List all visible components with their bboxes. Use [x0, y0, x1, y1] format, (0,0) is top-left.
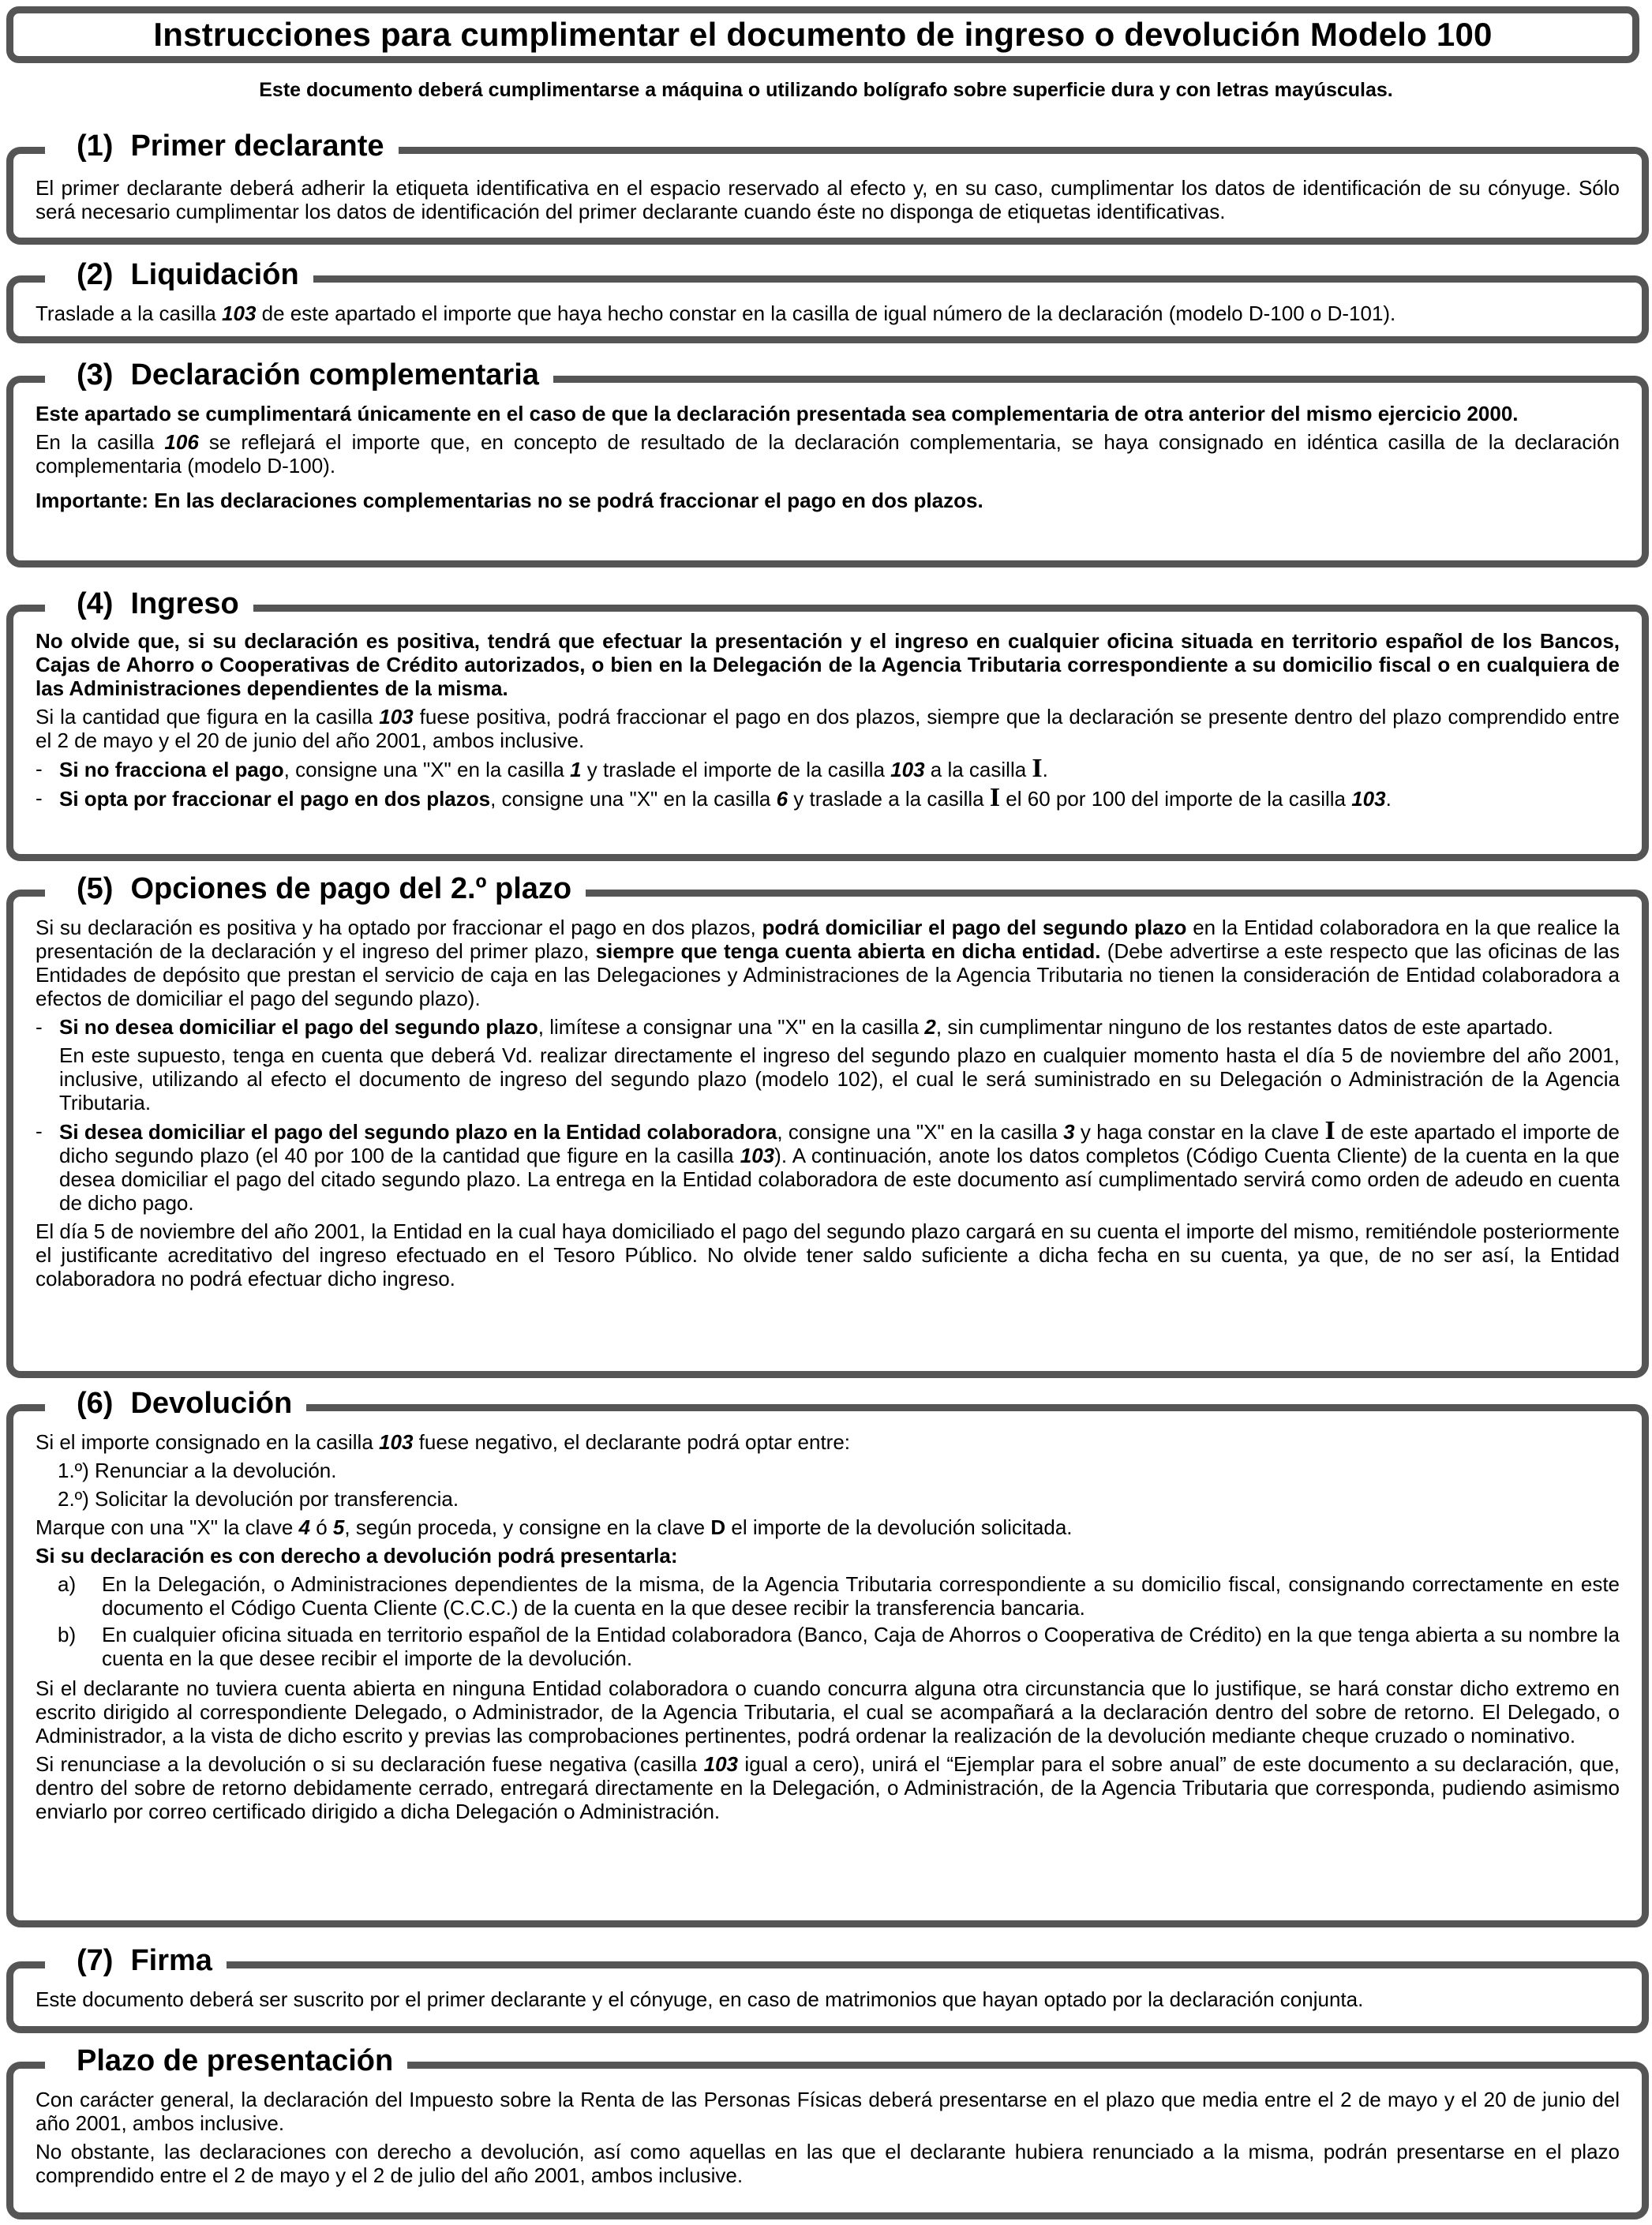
- list-item: - Si no desea domiciliar el pago del segundo plazo, limítese a consignar una "X" en la casilla 2, sin cumplimentar ninguno de los restantes datos de este apartado.: [36, 1015, 1620, 1039]
- section-heading: (4) Ingreso: [45, 585, 253, 623]
- paragraph: Si el importe consignado en la casilla 103 fuese negativo, el declarante podrá optar entre:: [36, 1430, 851, 1454]
- option-item: 2.º) Solicitar la devolución por transferencia.: [58, 1487, 459, 1511]
- section-declaracion-complementaria: [6, 358, 1649, 567]
- section-plazo-presentacion: [6, 2044, 1649, 2219]
- list-item: - Si desea domiciliar el pago del segundo plazo en la Entidad colaboradora, consigne una "X" en la casilla 3 y haga constar en la clave I de este apartado el importe de dicho segundo plazo (el 40 por 100 de la cantidad que figure en la casilla 103). A continuación, anote los datos completos (Código Cuenta Cliente) de la cuenta en la que desea domiciliar el pago del citado segundo plazo. La entrega en la Entidad colaboradora de este documento así cumplimentado servirá como orden de adeudo en cuenta de dicho pago.: [36, 1119, 1620, 1215]
- section-devolucion: [6, 1387, 1649, 1927]
- paragraph: Traslade a la casilla 103 de este apartado el importe que haya hecho constar en la casilla de igual número de la declaración (modelo D-100 o D-101).: [36, 302, 1396, 325]
- page-title: Instrucciones para cumplimentar el documento de ingreso o devolución Modelo 100: [153, 16, 1493, 53]
- section-heading: (2) Liquidación: [45, 256, 313, 294]
- paragraph: En la casilla 106 se reflejará el importe que, en concepto de resultado de la declaración complementaria, se haya consignado en idéntica casilla de la declaración complementaria (modelo D-100).: [36, 430, 1620, 478]
- paragraph: Este apartado se cumplimentará únicamente en el caso de que la declaración presentada sea complementaria de otra anterior del mismo ejercicio 2000.: [36, 402, 1519, 425]
- paragraph: Este documento deberá ser suscrito por el primer declarante y el cónyuge, en caso de matrimonios que hayan optado por la declaración conjunta.: [36, 1987, 1364, 2011]
- paragraph: Con carácter general, la declaración del Impuesto sobre la Renta de las Personas Físicas deberá presentarse en el plazo que media entre el 2 de mayo y el 20 de junio del año 2001, ambos inclusive.: [36, 2088, 1620, 2135]
- paragraph: Si su declaración es positiva y ha optado por fraccionar el pago en dos plazos, podrá domiciliar el pago del segundo plazo en la Entidad colaboradora en la que realice la presentación de la declaración y el ingreso del primer plazo, siempre que tenga cuenta abierta en dicha entidad. (Debe advertirse a este respecto que las oficinas de las Entidades de depósito que prestan el servicio de caja en las Delegaciones y Administraciones de la Agencia Tributaria no tienen la consideración de Entidad colaboradora a efectos de domiciliar el pago del segundo plazo).: [36, 916, 1620, 1010]
- section-heading: (1) Primer declarante: [45, 127, 399, 165]
- list-item: - Si no fracciona el pago, consigne una "X" en la casilla 1 y traslade el importe de la casilla 103 a la casilla I.: [36, 757, 1620, 781]
- list-item: b) En cualquier oficina situada en territorio español de la Entidad colaboradora (Banco, Caja de Ahorros o Cooperativa de Crédito) en la que tenga abierta a su nombre la cuenta en la que desee recibir el importe de la devolución.: [58, 1623, 1620, 1670]
- paragraph: En este supuesto, tenga en cuenta que deberá Vd. realizar directamente el ingreso del segundo plazo en cualquier momento hasta el día 5 de noviembre del año 2001, inclusive, utilizando al efecto el documento de ingreso del segundo plazo (modelo 102), el cual le será suministrado en su Delegación o Administración de la Agencia Tributaria.: [59, 1043, 1620, 1114]
- paragraph: Si su declaración es con derecho a devolución podrá presentarla:: [36, 1544, 678, 1568]
- section-heading: (6) Devolución: [45, 1384, 306, 1422]
- section-heading: (7) Firma: [45, 1942, 227, 1980]
- section-heading: (5) Opciones de pago del 2.º plazo: [45, 870, 586, 908]
- page-subtitle: Este documento deberá cumplimentarse a máquina o utilizando bolígrafo sobre superficie dura y con letras mayúsculas.: [259, 79, 1393, 101]
- section-primer-declarante: [6, 129, 1649, 245]
- list-item: a) En la Delegación, o Administraciones dependientes de la misma, de la Agencia Tributaria correspondiente a su domicilio fiscal, consignando correctamente en este documento el Código Cuenta Cliente (C.C.C.) de la cuenta en la que desee recibir la transferencia bancaria.: [58, 1572, 1620, 1620]
- section-heading: (3) Declaración complementaria: [45, 356, 553, 394]
- section-heading: Plazo de presentación: [45, 2042, 407, 2080]
- section-liquidacion: [6, 258, 1649, 343]
- important-note: Importante: En las declaraciones complementarias no se podrá fraccionar el pago en dos plazos.: [36, 489, 983, 512]
- paragraph: No obstante, las declaraciones con derecho a devolución, así como aquellas en las que el declarante hubiera renunciado a la misma, podrán presentarse en el plazo comprendido entre el 2 de mayo y el 2 de julio del año 2001, ambos inclusive.: [36, 2140, 1620, 2187]
- paragraph: Si la cantidad que figura en la casilla 103 fuese positiva, podrá fraccionar el pago en dos plazos, siempre que la declaración se presente dentro del plazo comprendido entre el 2 de mayo y el 20 de junio del año 2001, ambos inclusive.: [36, 705, 1620, 752]
- paragraph: El primer declarante deberá adherir la etiqueta identificativa en el espacio reservado al efecto y, en su caso, cumplimentar los datos de identificación de su cónyuge. Sólo será necesario cumplimentar los datos de identificación del primer declarante cuando éste no disponga de etiquetas identificativas.: [36, 176, 1620, 223]
- list-item: - Si opta por fraccionar el pago en dos plazos, consigne una "X" en la casilla 6 y traslade a la casilla I el 60 por 100 del importe de la casilla 103.: [36, 786, 1620, 811]
- option-item: 1.º) Renunciar a la devolución.: [58, 1459, 337, 1482]
- paragraph: No olvide que, si su declaración es positiva, tendrá que efectuar la presentación y el ingreso en cualquier oficina situada en territorio español de los Bancos, Cajas de Ahorro o Cooperativas de Crédito autorizados, o bien en la Delegación de la Agencia Tributaria correspondiente a su domicilio fiscal o en cualquiera de las Administraciones dependientes de la misma.: [36, 629, 1620, 700]
- paragraph: El día 5 de noviembre del año 2001, la Entidad en la cual haya domiciliado el pago del segundo plazo cargará en su cuenta el importe del mismo, remitiéndole posteriormente el justificante acreditativo del ingreso efectuado en el Tesoro Público. No olvide tener saldo suficiente a dicha fecha en su cuenta, ya que, de no ser así, la Entidad colaboradora no podrá efectuar dicho ingreso.: [36, 1219, 1620, 1290]
- section-opciones-pago: [6, 872, 1649, 1378]
- section-ingreso: [6, 587, 1649, 861]
- section-firma: [6, 1944, 1649, 2033]
- casilla-number: 103: [222, 302, 257, 325]
- title-box: [6, 6, 1639, 63]
- paragraph: Si renunciase a la devolución o si su declaración fuese negativa (casilla 103 igual a cero), unirá el “Ejemplar para el sobre anual” de este documento a su declaración, que, dentro del sobre de retorno debidamente cerrado, entregará directamente en la Delegación, o Administración, de la Agencia Tributaria que corresponda, pudiendo asimismo enviarlo por correo certificado dirigido a dicha Delegación o Administración.: [36, 1752, 1620, 1823]
- paragraph: Si el declarante no tuviera cuenta abierta en ninguna Entidad colaboradora o cuando concurra alguna otra circunstancia que lo justifique, se hará constar dicho extremo en escrito dirigido al correspondiente Delegado, o Administrador, de la Agencia Tributaria, el cual se acompañará a la declaración dentro del sobre de retorno. El Delegado, o Administrador, a la vista de dicho escrito y previas las comprobaciones pertinentes, podrá ordenar la realización de la devolución mediante cheque cruzado o nominativo.: [36, 1676, 1620, 1747]
- paragraph: Marque con una "X" la clave 4 ó 5, según proceda, y consigne en la clave D el importe de la devolución solicitada.: [36, 1515, 1073, 1539]
